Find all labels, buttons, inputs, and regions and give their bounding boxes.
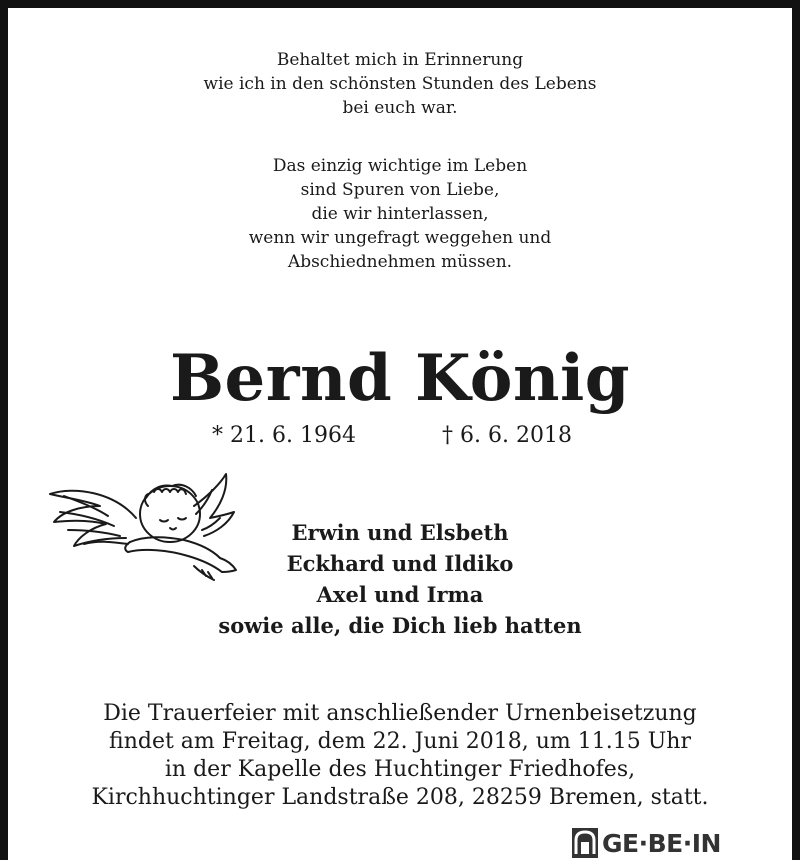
poem-line: bei euch war. bbox=[342, 98, 458, 118]
mourner-line: Eckhard und Ildiko bbox=[286, 551, 514, 576]
service-info bbox=[0, 700, 800, 812]
service-line: in der Kapelle des Huchtinger Friedhofes, bbox=[164, 757, 636, 782]
gebein-logo-text: GE·BE·IN bbox=[602, 828, 721, 858]
birth-date: * 21. 6. 1964 bbox=[212, 423, 356, 448]
service-line: Kirchhuchtinger Landstraße 208, 28259 Bremen, statt. bbox=[91, 785, 709, 810]
mourners-list bbox=[0, 517, 800, 641]
death-date: † 6. 6. 2018 bbox=[442, 423, 572, 448]
gebein-logo-icon bbox=[572, 828, 598, 858]
mourner-line: sowie alle, die Dich lieb hatten bbox=[218, 613, 582, 638]
poem-line: Abschiednehmen müssen. bbox=[287, 252, 513, 272]
deceased-name: Bernd König bbox=[169, 341, 631, 416]
poem-verse-2 bbox=[0, 154, 800, 274]
poem-line: wie ich in den schönsten Stunden des Lebens bbox=[203, 74, 597, 94]
poem-verse-1 bbox=[0, 48, 800, 120]
gebein-logo bbox=[572, 826, 721, 860]
poem-line: Das einzig wichtige im Leben bbox=[272, 156, 528, 176]
poem-line: wenn wir ungefragt weggehen und bbox=[248, 228, 552, 248]
poem-line: die wir hinterlassen, bbox=[311, 204, 489, 224]
service-line: findet am Freitag, dem 22. Juni 2018, um 11.15 Uhr bbox=[109, 729, 691, 754]
mourner-line: Axel und Irma bbox=[316, 582, 484, 607]
poem-line: Behaltet mich in Erinnerung bbox=[276, 50, 524, 70]
poem-line: sind Spuren von Liebe, bbox=[300, 180, 500, 200]
service-line: Die Trauerfeier mit anschließender Urnenbeisetzung bbox=[103, 701, 697, 726]
mourner-line: Erwin und Elsbeth bbox=[291, 520, 509, 545]
